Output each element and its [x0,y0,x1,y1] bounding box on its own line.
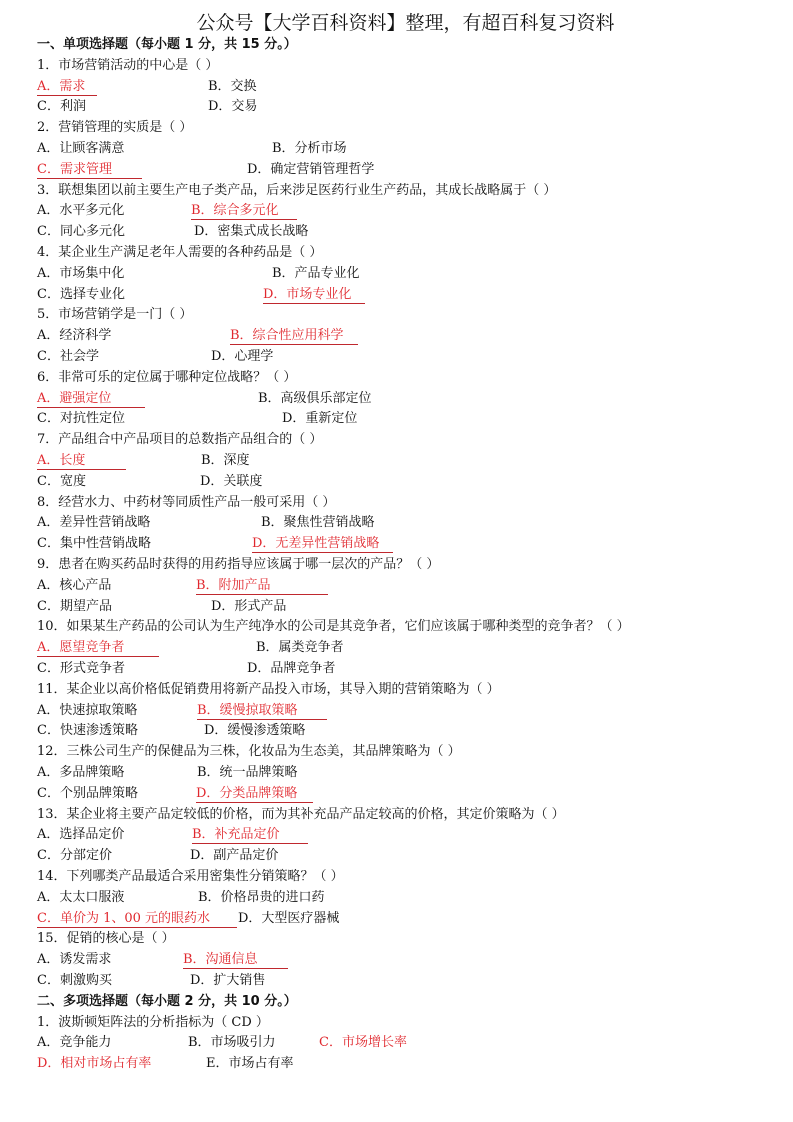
question-stem: 1．市场营销活动的中心是（ ） [37,57,219,73]
question-stem-line [0,555,793,575]
answer-option: D．心理学 [211,349,274,364]
answer-option: B．聚焦性营销战略 [261,515,375,531]
answer-option: C．市场增长率 [319,1035,407,1051]
question-stem-line [0,305,793,325]
answer-option: A．差异性营销战略 [37,515,151,531]
answer-option: C．社会学 [37,349,99,364]
answer-option: C．同心多元化 [37,224,125,240]
answer-option: C．对抗性定位 [37,411,125,427]
answer-option: B．高级俱乐部定位 [258,390,372,406]
question-stem-line [0,118,793,138]
section-heading-line [0,35,793,55]
question-stem: 1．波斯顿矩阵法的分析指标为（ CD ） [37,1014,269,1030]
correct-answer-option: D．无差异性营销战略 [252,534,393,553]
question-stem-line [0,430,793,450]
correct-answer-option: C．需求管理 [37,160,142,179]
options-line [0,472,793,492]
answer-option: A．经济科学 [37,328,112,344]
question-stem: 12．三株公司生产的保健品为三株，化妆品为生态美，其品牌策略为（ ） [37,744,461,760]
answer-option: B．深度 [201,453,250,468]
question-stem: 2．营销管理的实质是（ ） [37,120,193,136]
answer-option: D．重新定位 [282,411,358,427]
question-stem: 9．患者在购买药品时获得的用药指导应该属于哪一层次的产品？（ ） [37,557,440,572]
correct-answer-option: B．综合多元化 [191,201,297,220]
options-line [0,409,793,429]
answer-option: C．利润 [37,99,86,115]
question-stem: 5．市场营销学是一门（ ） [37,307,193,323]
answer-option: C．形式竞争者 [37,661,125,676]
options-line [0,909,793,929]
answer-option: D．大型医疗器械 [238,910,340,926]
answer-option: B．产品专业化 [272,265,360,281]
answer-option: B．分析市场 [272,141,347,156]
question-stem: 3．联想集团以前主要生产电子类产品，后来涉足医药行业生产药品，其成长战略属于（ ） [37,182,557,198]
correct-answer-option: A．需求 [37,77,97,96]
correct-answer-option: A．长度 [37,451,126,470]
options-line [0,201,793,221]
question-stem: 11．某企业以高价格低促销费用将新产品投入市场，其导入期的营销策略为（ ） [37,681,500,697]
answer-option: A．快速掠取策略 [37,702,138,718]
answer-option: B．统一品牌策略 [197,765,298,780]
correct-answer-option: A．愿望竞争者 [37,638,159,657]
answer-option: B．属类竞争者 [256,640,344,656]
options-line [0,222,793,242]
correct-answer-option: B．综合性应用科学 [230,326,358,345]
answer-option: A．市场集中化 [37,265,125,281]
options-line [0,784,793,804]
answer-option: D．相对市场占有率 [37,1056,152,1072]
correct-answer-option: B．沟通信息 [183,950,288,969]
options-line [0,701,793,721]
options-line [0,721,793,741]
answer-option: C．宽度 [37,473,86,489]
answer-option: D．扩大销售 [190,973,266,988]
answer-option: D．交易 [208,99,258,115]
answer-option: C．集中性营销战略 [37,536,151,552]
answer-option: C．刺激购买 [37,973,112,988]
answer-option: B．价格昂贵的进口药 [198,889,325,905]
question-stem: 15．促销的核心是（ ） [37,931,175,947]
answer-option: D．副产品定价 [190,848,279,864]
answer-option: D．品牌竞争者 [247,661,336,676]
question-stem: 8．经营水力、中药材等同质性产品一般可采用（ ） [37,494,336,510]
question-stem-line [0,493,793,513]
options-line [0,846,793,866]
correct-answer-option: D．市场专业化 [263,285,365,304]
question-stem-line [0,867,793,887]
answer-option: A．诱发需求 [37,952,112,968]
answer-option: D．缓慢渗透策略 [204,723,306,739]
options-line [0,950,793,970]
section-heading-line [0,992,793,1012]
question-stem: 6．非常可乐的定位属于哪种定位战略？（ ） [37,369,297,385]
options-line [0,971,793,991]
answer-option: D．密集式成长战略 [194,224,309,240]
options-line [0,888,793,908]
options-line [0,825,793,845]
options-line [0,513,793,533]
correct-answer-option: A．避强定位 [37,389,145,408]
answer-option: B．交换 [208,78,257,94]
question-stem-line [0,617,793,637]
options-line [0,451,793,471]
options-line [0,264,793,284]
answer-option: C．选择专业化 [37,286,125,302]
answer-option: C．分部定价 [37,848,112,864]
answer-option: A．竞争能力 [37,1035,112,1051]
answer-option: C．快速渗透策略 [37,723,138,739]
answer-option: A．太太口服液 [37,889,125,905]
answer-option: C．期望产品 [37,598,112,614]
options-line [0,77,793,97]
section1-heading: 一、单项选择题（每小题 1 分，共 15 分。） [37,37,297,52]
options-line [0,347,793,367]
question-stem-line [0,742,793,762]
options-line [0,326,793,346]
correct-answer-option: D．分类品牌策略 [196,784,313,803]
answer-option: D．形式产品 [211,598,287,614]
answer-option: B．市场吸引力 [188,1035,276,1051]
options-line [0,285,793,305]
answer-option: A．选择品定价 [37,827,125,843]
options-line [0,659,793,679]
answer-option: A．核心产品 [37,577,112,593]
options-line [0,160,793,180]
options-line [0,97,793,117]
question-stem: 10．如果某生产药品的公司认为生产纯净水的公司是其竞争者，它们应该属于哪种类型的竞争者？（ ） [37,619,630,635]
answer-option: C．个别品牌策略 [37,785,138,801]
answer-option: E．市场占有率 [206,1056,294,1072]
options-line [0,389,793,409]
question-stem: 13．某企业将主要产品定较低的价格，而为其补充品产品定较高的价格，其定价策略为（ ） [37,806,565,822]
question-stem-line [0,243,793,263]
question-stem: 4．某企业生产满足老年人需要的各种药品是（ ） [37,245,323,260]
options-line [0,139,793,159]
question-stem-line [0,181,793,201]
correct-answer-option: B．缓慢掠取策略 [197,701,327,720]
question-stem: 14．下列哪类产品最适合采用密集性分销策略？（ ） [37,869,344,884]
question-stem-line [0,805,793,825]
question-stem-line [0,56,793,76]
answer-option: A．让顾客满意 [37,141,125,156]
question-stem-line [0,368,793,388]
question-stem: 7．产品组合中产品项目的总数指产品组合的（ ） [37,432,323,448]
answer-option: D．关联度 [200,473,263,489]
answer-option: A．水平多元化 [37,203,125,219]
answer-option: D．确定营销管理哲学 [247,161,375,177]
correct-answer-option: B．附加产品 [196,576,328,595]
question-stem-line [0,680,793,700]
options-line [0,763,793,783]
section2-heading: 二、多项选择题（每小题 2 分，共 10 分。） [37,993,297,1009]
document-title: 公众号【大学百科资料】整理，有超百科复习资料 [196,12,615,34]
answer-option: A．多品牌策略 [37,765,125,780]
options-line [0,597,793,617]
options-line [0,534,793,554]
correct-answer-option: B．补充品定价 [192,825,308,844]
correct-answer-option: C．单价为 1、00 元的眼药水 [37,909,237,928]
options-line [0,576,793,596]
options-line [0,638,793,658]
question-stem-line [0,929,793,949]
